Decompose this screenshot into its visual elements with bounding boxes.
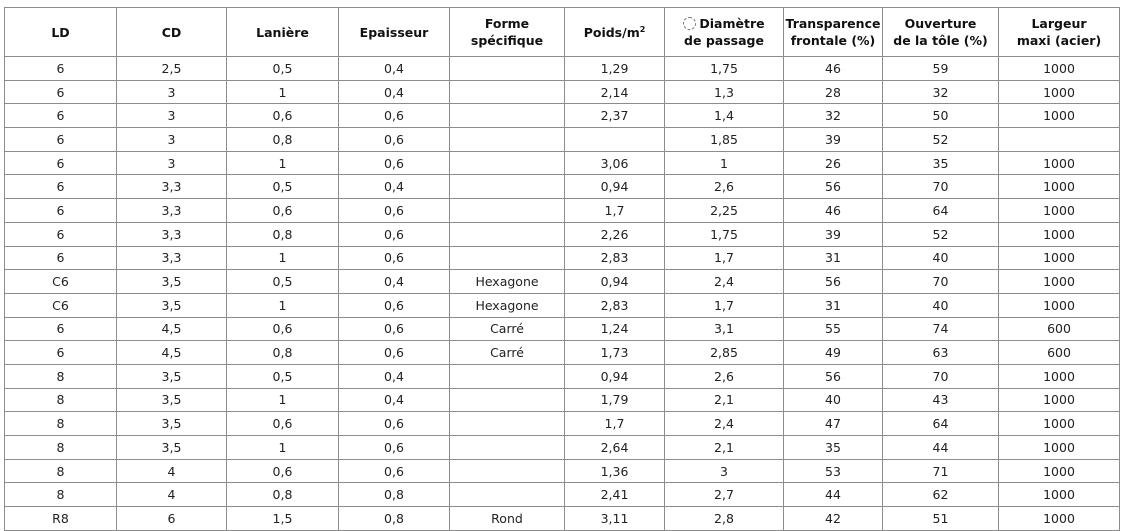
cell-poids: 0,94 [565,364,665,388]
cell-transparence-frontale: 42 [784,507,883,531]
cell-forme-specifique [450,483,565,507]
cell-forme-specifique: Carré [450,317,565,341]
cell-ouverture-tole: 52 [883,222,999,246]
cell-ld: 6 [5,341,117,365]
table-row [5,246,1120,270]
cell-laniere: 1 [227,151,339,175]
cell-ld: 6 [5,57,117,81]
table-row [5,151,1120,175]
header-largeur-maxi: Largeur maxi (acier) [999,8,1120,57]
cell-ld: C6 [5,293,117,317]
cell-laniere: 1 [227,246,339,270]
cell-diametre-passage: 2,85 [665,341,784,365]
cell-forme-specifique [450,388,565,412]
cell-forme-specifique [450,436,565,460]
cell-transparence-frontale: 39 [784,222,883,246]
table-row [5,57,1120,81]
cell-largeur-maxi: 1000 [999,57,1120,81]
cell-ouverture-tole: 64 [883,412,999,436]
cell-diametre-passage: 3 [665,459,784,483]
cell-laniere: 0,8 [227,128,339,152]
table-body [5,57,1120,531]
cell-largeur-maxi: 1000 [999,175,1120,199]
cell-ld: 6 [5,222,117,246]
cell-poids: 0,94 [565,175,665,199]
cell-diametre-passage: 2,1 [665,436,784,460]
cell-ouverture-tole: 35 [883,151,999,175]
cell-epaisseur: 0,6 [339,436,450,460]
cell-diametre-passage: 2,8 [665,507,784,531]
cell-laniere: 0,6 [227,412,339,436]
cell-transparence-frontale: 55 [784,317,883,341]
cell-forme-specifique [450,151,565,175]
table-row [5,388,1120,412]
cell-laniere: 0,6 [227,104,339,128]
cell-laniere: 1,5 [227,507,339,531]
cell-ld: 8 [5,459,117,483]
cell-forme-specifique: Hexagone [450,293,565,317]
cell-ld: R8 [5,507,117,531]
cell-diametre-passage: 2,7 [665,483,784,507]
cell-laniere: 1 [227,80,339,104]
cell-transparence-frontale: 31 [784,293,883,317]
header-poids: Poids/$m^2$ [565,8,665,57]
cell-ouverture-tole: 50 [883,104,999,128]
cell-cd: 3,5 [117,388,227,412]
cell-ld: 6 [5,128,117,152]
cell-epaisseur: 0,4 [339,80,450,104]
cell-cd: 3,3 [117,222,227,246]
cell-laniere: 0,5 [227,175,339,199]
cell-ouverture-tole: 51 [883,507,999,531]
cell-forme-specifique [450,364,565,388]
cell-epaisseur: 0,6 [339,199,450,223]
cell-diametre-passage: 1,75 [665,222,784,246]
cell-laniere: 0,6 [227,199,339,223]
cell-largeur-maxi: 1000 [999,293,1120,317]
cell-laniere: 0,6 [227,459,339,483]
header-cd: CD [117,8,227,57]
cell-ld: C6 [5,270,117,294]
cell-largeur-maxi: 1000 [999,483,1120,507]
cell-ouverture-tole: 62 [883,483,999,507]
cell-ld: 6 [5,151,117,175]
cell-poids: 2,37 [565,104,665,128]
table-row [5,412,1120,436]
cell-epaisseur: 0,6 [339,246,450,270]
cell-transparence-frontale: 56 [784,270,883,294]
cell-ouverture-tole: 32 [883,80,999,104]
header-ld: LD [5,8,117,57]
cell-diametre-passage: 3,1 [665,317,784,341]
cell-ouverture-tole: 70 [883,175,999,199]
cell-transparence-frontale: 26 [784,151,883,175]
cell-poids: 2,64 [565,436,665,460]
cell-largeur-maxi: 1000 [999,459,1120,483]
cell-poids: 1,36 [565,459,665,483]
table-row [5,104,1120,128]
cell-transparence-frontale: 35 [784,436,883,460]
cell-largeur-maxi: 1000 [999,104,1120,128]
table-row [5,341,1120,365]
cell-ouverture-tole: 52 [883,128,999,152]
cell-largeur-maxi: 1000 [999,270,1120,294]
cell-laniere: 0,6 [227,317,339,341]
cell-epaisseur: 0,6 [339,293,450,317]
cell-diametre-passage: 1,7 [665,293,784,317]
table-row [5,483,1120,507]
cell-diametre-passage: 2,4 [665,412,784,436]
cell-ouverture-tole: 64 [883,199,999,223]
header-row [5,8,1120,57]
cell-largeur-maxi: 1000 [999,222,1120,246]
cell-ld: 8 [5,412,117,436]
cell-ld: 6 [5,246,117,270]
cell-ouverture-tole: 70 [883,270,999,294]
cell-cd: 3 [117,104,227,128]
cell-cd: 3 [117,151,227,175]
cell-ouverture-tole: 40 [883,246,999,270]
cell-poids: 1,79 [565,388,665,412]
header-ouverture-tole: Ouverture de la tôle (%) [883,8,999,57]
cell-cd: 4 [117,483,227,507]
cell-ouverture-tole: 44 [883,436,999,460]
table-row [5,222,1120,246]
cell-largeur-maxi: 1000 [999,364,1120,388]
cell-forme-specifique [450,412,565,436]
cell-largeur-maxi: 600 [999,317,1120,341]
cell-forme-specifique [450,80,565,104]
cell-epaisseur: 0,4 [339,57,450,81]
header-laniere: Lanière [227,8,339,57]
cell-cd: 3 [117,80,227,104]
cell-diametre-passage: 1,7 [665,246,784,270]
cell-epaisseur: 0,4 [339,388,450,412]
cell-ld: 8 [5,364,117,388]
cell-ld: 6 [5,175,117,199]
cell-largeur-maxi: 1000 [999,80,1120,104]
cell-largeur-maxi: 1000 [999,199,1120,223]
cell-transparence-frontale: 44 [784,483,883,507]
cell-ouverture-tole: 71 [883,459,999,483]
cell-largeur-maxi: 1000 [999,388,1120,412]
cell-largeur-maxi: 1000 [999,151,1120,175]
cell-forme-specifique [450,459,565,483]
cell-laniere: 0,8 [227,483,339,507]
cell-forme-specifique: Carré [450,341,565,365]
cell-ouverture-tole: 43 [883,388,999,412]
cell-epaisseur: 0,6 [339,412,450,436]
table-row [5,175,1120,199]
cell-largeur-maxi: 1000 [999,412,1120,436]
cell-cd: 4,5 [117,341,227,365]
header-diametre-passage: Diamètre de passage [665,8,784,57]
cell-ld: 6 [5,104,117,128]
table-row [5,80,1120,104]
cell-largeur-maxi [999,128,1120,152]
cell-diametre-passage: 2,6 [665,364,784,388]
cell-laniere: 0,8 [227,341,339,365]
cell-poids: 2,83 [565,293,665,317]
cell-cd: 3,3 [117,199,227,223]
cell-ouverture-tole: 74 [883,317,999,341]
cell-diametre-passage: 1,85 [665,128,784,152]
cell-epaisseur: 0,6 [339,104,450,128]
cell-epaisseur: 0,6 [339,222,450,246]
cell-transparence-frontale: 40 [784,388,883,412]
cell-transparence-frontale: 56 [784,175,883,199]
cell-forme-specifique: Rond [450,507,565,531]
cell-epaisseur: 0,6 [339,317,450,341]
table-row [5,364,1120,388]
cell-poids: 2,41 [565,483,665,507]
table-row [5,199,1120,223]
cell-laniere: 0,5 [227,364,339,388]
cell-transparence-frontale: 56 [784,364,883,388]
cell-poids: 0,94 [565,270,665,294]
cell-cd: 6 [117,507,227,531]
cell-cd: 3,3 [117,175,227,199]
cell-poids: 2,26 [565,222,665,246]
cell-forme-specifique: Hexagone [450,270,565,294]
cell-laniere: 0,8 [227,222,339,246]
cell-poids: 1,24 [565,317,665,341]
cell-poids: 1,29 [565,57,665,81]
cell-epaisseur: 0,6 [339,341,450,365]
table-row [5,270,1120,294]
cell-diametre-passage: 2,6 [665,175,784,199]
cell-transparence-frontale: 46 [784,57,883,81]
cell-transparence-frontale: 47 [784,412,883,436]
cell-epaisseur: 0,8 [339,507,450,531]
perforated-sheet-specs-table [4,7,1120,531]
dashed-circle-icon [683,17,696,30]
cell-ouverture-tole: 40 [883,293,999,317]
cell-epaisseur: 0,4 [339,175,450,199]
cell-ouverture-tole: 70 [883,364,999,388]
cell-cd: 4 [117,459,227,483]
cell-cd: 3,5 [117,364,227,388]
cell-largeur-maxi: 600 [999,341,1120,365]
cell-diametre-passage: 2,4 [665,270,784,294]
header-forme-specifique: Forme spécifique [450,8,565,57]
cell-largeur-maxi: 1000 [999,436,1120,460]
table-row [5,459,1120,483]
cell-ld: 8 [5,388,117,412]
cell-transparence-frontale: 46 [784,199,883,223]
cell-poids: 1,73 [565,341,665,365]
table-row [5,128,1120,152]
cell-diametre-passage: 1,3 [665,80,784,104]
cell-cd: 3,3 [117,246,227,270]
superscript-2: 2 [639,24,646,34]
cell-cd: 3,5 [117,436,227,460]
table-row [5,293,1120,317]
cell-laniere: 1 [227,388,339,412]
cell-laniere: 1 [227,436,339,460]
cell-largeur-maxi: 1000 [999,246,1120,270]
cell-cd: 3,5 [117,412,227,436]
cell-transparence-frontale: 49 [784,341,883,365]
cell-diametre-passage: 2,25 [665,199,784,223]
cell-transparence-frontale: 31 [784,246,883,270]
header-epaisseur: Epaisseur [339,8,450,57]
cell-diametre-passage: 1,4 [665,104,784,128]
cell-transparence-frontale: 28 [784,80,883,104]
table-row [5,507,1120,531]
cell-laniere: 0,5 [227,270,339,294]
cell-diametre-passage: 1,75 [665,57,784,81]
cell-laniere: 0,5 [227,57,339,81]
cell-forme-specifique [450,199,565,223]
cell-diametre-passage: 2,1 [665,388,784,412]
cell-diametre-passage: 1 [665,151,784,175]
cell-cd: 3,5 [117,293,227,317]
cell-forme-specifique [450,128,565,152]
cell-ld: 6 [5,199,117,223]
cell-transparence-frontale: 39 [784,128,883,152]
table-row [5,436,1120,460]
cell-poids: 2,83 [565,246,665,270]
cell-transparence-frontale: 53 [784,459,883,483]
cell-poids: 3,06 [565,151,665,175]
cell-forme-specifique [450,222,565,246]
cell-largeur-maxi: 1000 [999,507,1120,531]
cell-cd: 3 [117,128,227,152]
cell-ouverture-tole: 63 [883,341,999,365]
cell-poids: 1,7 [565,412,665,436]
cell-poids: 1,7 [565,199,665,223]
cell-epaisseur: 0,8 [339,483,450,507]
cell-ouverture-tole: 59 [883,57,999,81]
cell-epaisseur: 0,4 [339,270,450,294]
cell-epaisseur: 0,4 [339,364,450,388]
cell-laniere: 1 [227,293,339,317]
cell-poids: 2,14 [565,80,665,104]
cell-cd: 3,5 [117,270,227,294]
header-transparence-frontale: Transparence frontale (%) [784,8,883,57]
cell-transparence-frontale: 32 [784,104,883,128]
cell-ld: 6 [5,317,117,341]
cell-forme-specifique [450,57,565,81]
cell-epaisseur: 0,6 [339,459,450,483]
table-row [5,317,1120,341]
cell-cd: 4,5 [117,317,227,341]
cell-epaisseur: 0,6 [339,151,450,175]
cell-forme-specifique [450,104,565,128]
cell-forme-specifique [450,175,565,199]
cell-poids: 3,11 [565,507,665,531]
cell-poids [565,128,665,152]
cell-ld: 8 [5,436,117,460]
cell-ld: 8 [5,483,117,507]
cell-forme-specifique [450,246,565,270]
cell-ld: 6 [5,80,117,104]
cell-epaisseur: 0,6 [339,128,450,152]
cell-cd: 2,5 [117,57,227,81]
